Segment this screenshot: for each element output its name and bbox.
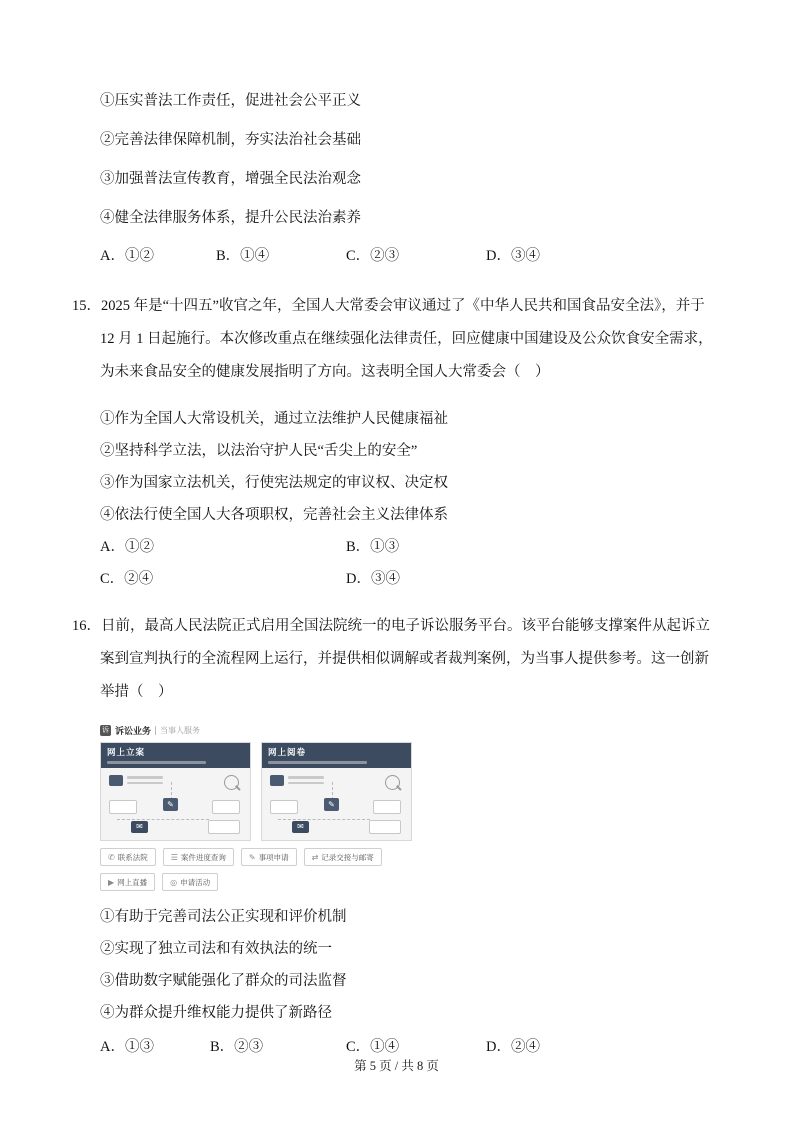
q14-answer-d: D．③④	[486, 248, 540, 264]
flow-connector-horizontal	[278, 819, 370, 820]
q15-stem	[72, 290, 714, 389]
q16-answer-c: C．①④	[346, 1039, 400, 1055]
q16-option-1: ①有助于完善司法公正实现和评价机制	[100, 909, 347, 925]
figure-header	[100, 723, 412, 738]
contact-court-button	[100, 848, 156, 866]
q16-stem	[72, 610, 714, 709]
matter-apply-button	[241, 848, 297, 866]
q14-option-4: ④健全法律服务体系，提升公民法治素养	[100, 210, 361, 226]
q14-option-3: ③加强普法宣传教育，增强全民法治观念	[100, 171, 361, 187]
q14-option-2: ②完善法律保障机制，夯实法治社会基础	[100, 132, 361, 148]
panel-review-subtext-placeholder	[268, 761, 367, 764]
platform-logo-icon: 诉	[102, 727, 109, 734]
litigation-platform-figure	[100, 723, 412, 891]
q16-answer-d: D．②④	[486, 1039, 540, 1055]
panel-online-review	[261, 742, 412, 841]
q15-option-1: ①作为全国人大常设机关，通过立法维护人民健康福祉	[100, 411, 448, 427]
q16-answer-b: B．②③	[210, 1039, 264, 1055]
text-placeholder-lines	[127, 776, 163, 787]
q15-answer-d: D．③④	[346, 571, 400, 587]
case-progress-button	[163, 848, 234, 866]
contact-court-label: 联系法院	[117, 852, 148, 862]
live-broadcast-button	[100, 873, 155, 891]
document-icon	[109, 775, 123, 786]
panel-review-header	[262, 743, 411, 768]
form-icon: ✎	[248, 852, 256, 862]
q14-answer-b: B．①④	[216, 248, 270, 264]
figure-button-row-1	[100, 848, 412, 866]
q16-option-3: ③借助数字赋能强化了群众的司法监督	[100, 973, 347, 989]
q16-stem-text: 日前，最高人民法院正式启用全国法院统一的电子诉讼服务平台。该平台能够支撑案件从起诉立案到宣判执行的全流程网上运行，并提供相似调解或者裁判案例，为当事人提供参考。这一创新举措（ ）	[100, 617, 710, 700]
panel-review-diagram	[262, 768, 411, 840]
document-icon	[270, 775, 284, 786]
flow-step-box	[212, 800, 240, 814]
page-content	[72, 82, 714, 1066]
q14-answer-a: A．①②	[100, 248, 154, 264]
q16-answer-a: A．①③	[100, 1039, 154, 1055]
q15-answer-c: C．②④	[100, 571, 154, 587]
q16-number: 16．	[72, 617, 101, 634]
play-icon: ▶	[108, 877, 115, 887]
text-placeholder-lines	[288, 776, 324, 787]
panel-filing-title: 网上立案	[107, 747, 146, 757]
list-icon: ☰	[170, 852, 178, 862]
panel-online-filing	[100, 742, 251, 841]
question-14-continuation	[100, 82, 714, 275]
platform-brand-sub: 当事人服务	[160, 726, 201, 735]
matter-apply-label: 事项申请	[258, 852, 289, 862]
q15-answer-row-2	[100, 563, 714, 595]
question-15	[72, 290, 714, 596]
pencil-icon: ✎	[324, 798, 339, 811]
q15-stem-text: 2025 年是“十四五”收官之年，全国人大常委会审议通过了《中华人民共和国食品安全法》，并于 12 月 1 日起施行。本次修改重点在继续强化法律责任，回应健康中国建设及公众饮食安全需求，为未来食品安全的健康发展指明了方向。这表明全国人大常委会（ ）	[100, 297, 713, 380]
figure-button-row-2	[100, 873, 412, 891]
brand-divider	[155, 726, 156, 735]
question-16	[72, 610, 714, 1067]
apply-activity-button	[162, 873, 218, 891]
panel-review-title: 网上阅卷	[268, 747, 307, 757]
magnifier-icon	[224, 775, 239, 790]
phone-icon: ✆	[108, 852, 115, 862]
page-footer: 第 5 页 / 共 8 页	[354, 1059, 439, 1073]
q15-option-4: ④依法行使全国人大各项职权，完善社会主义法律体系	[100, 507, 448, 523]
flow-step-box	[369, 820, 401, 834]
case-progress-label: 案件进度查询	[180, 852, 226, 862]
live-broadcast-label: 网上直播	[117, 877, 148, 887]
flow-step-box	[373, 800, 401, 814]
q15-answer-b: B．①③	[346, 539, 400, 555]
magnifier-icon	[385, 775, 400, 790]
q16-option-2: ②实现了独立司法和有效执法的统一	[100, 941, 332, 957]
platform-brand: 诉讼业务	[115, 726, 152, 736]
mail-icon: ✉	[292, 821, 309, 833]
record-mail-button	[304, 848, 382, 866]
panel-filing-header	[101, 743, 250, 768]
figure-panels	[100, 742, 412, 841]
flow-step-box	[270, 800, 298, 814]
flow-connector-horizontal	[117, 819, 209, 820]
q15-option-2: ②坚持科学立法，以法治守护人民“舌尖上的安全”	[100, 443, 418, 459]
q15-answer-row-1	[100, 531, 714, 563]
q15-option-3: ③作为国家立法机关，行使宪法规定的审议权、决定权	[100, 475, 448, 491]
record-mail-label: 记录交接与邮寄	[321, 852, 374, 862]
flow-step-box	[208, 820, 240, 834]
q14-answer-row	[100, 238, 714, 275]
panel-filing-subtext-placeholder	[107, 761, 206, 764]
apply-activity-label: 申请活动	[180, 877, 211, 887]
mail-icon: ✉	[131, 821, 148, 833]
panel-filing-diagram	[101, 768, 250, 840]
exchange-icon: ⇄	[311, 852, 319, 862]
q15-number: 15．	[72, 297, 101, 314]
q16-option-4: ④为群众提升维权能力提供了新路径	[100, 1005, 332, 1021]
q14-option-1: ①压实普法工作责任，促进社会公平正义	[100, 93, 361, 109]
q14-answer-c: C．②③	[346, 248, 400, 264]
target-icon: ◎	[170, 877, 178, 887]
flow-step-box	[109, 800, 137, 814]
pencil-icon: ✎	[163, 798, 178, 811]
q15-answer-a: A．①②	[100, 539, 154, 555]
